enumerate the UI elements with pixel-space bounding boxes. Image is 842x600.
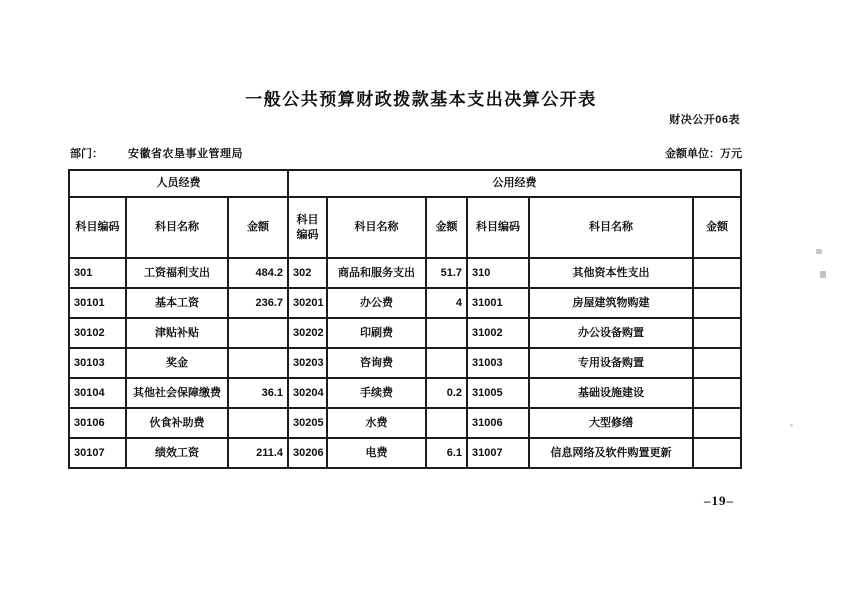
cell-name: 工资福利支出 — [126, 258, 228, 288]
page-number: –19– — [704, 493, 734, 508]
cell-amount — [693, 378, 741, 408]
department-value: 安徽省农垦事业管理局 — [128, 148, 243, 160]
table-row — [69, 408, 741, 438]
unit-label: 金额单位：万元 — [665, 148, 742, 160]
cell-code: 31005 — [467, 378, 529, 408]
department-label: 部门： — [70, 148, 103, 160]
cell-name: 手续费 — [327, 378, 426, 408]
cell-amount — [228, 408, 288, 438]
cell-amount: 484.2 — [228, 258, 288, 288]
col-header-name-1: 科目名称 — [126, 197, 228, 258]
budget-table — [68, 169, 742, 469]
cell-code: 30201 — [288, 288, 327, 318]
cell-amount — [426, 348, 467, 378]
cell-code: 30104 — [69, 378, 126, 408]
cell-name: 基本工资 — [126, 288, 228, 318]
group-header-public: 公用经费 — [288, 170, 741, 197]
cell-name: 专用设备购置 — [529, 348, 693, 378]
cell-name: 伙食补助费 — [126, 408, 228, 438]
cell-code: 31003 — [467, 348, 529, 378]
cell-name: 办公设备购置 — [529, 318, 693, 348]
cell-name: 津贴补贴 — [126, 318, 228, 348]
cell-code: 30103 — [69, 348, 126, 378]
cell-code: 310 — [467, 258, 529, 288]
cell-name: 其他社会保障缴费 — [126, 378, 228, 408]
table-row — [69, 288, 741, 318]
cell-amount: 0.2 — [426, 378, 467, 408]
cell-amount: 36.1 — [228, 378, 288, 408]
cell-amount — [228, 348, 288, 378]
cell-name: 电费 — [327, 438, 426, 468]
cell-amount — [693, 408, 741, 438]
col-header-amount-2: 金额 — [426, 197, 467, 258]
cell-code: 30102 — [69, 318, 126, 348]
table-row — [69, 318, 741, 348]
cell-code: 31006 — [467, 408, 529, 438]
scan-speck — [816, 249, 822, 254]
col-header-name-2: 科目名称 — [327, 197, 426, 258]
cell-code: 30202 — [288, 318, 327, 348]
cell-code: 30203 — [288, 348, 327, 378]
cell-code: 30205 — [288, 408, 327, 438]
cell-name: 办公费 — [327, 288, 426, 318]
cell-name: 咨询费 — [327, 348, 426, 378]
cell-amount: 236.7 — [228, 288, 288, 318]
cell-name: 信息网络及软件购置更新 — [529, 438, 693, 468]
cell-code: 30204 — [288, 378, 327, 408]
cell-name: 绩效工资 — [126, 438, 228, 468]
cell-code: 302 — [288, 258, 327, 288]
table-row — [69, 348, 741, 378]
cell-code: 30206 — [288, 438, 327, 468]
col-header-amount-1: 金额 — [228, 197, 288, 258]
cell-amount: 211.4 — [228, 438, 288, 468]
col-header-code-1: 科目编码 — [69, 197, 126, 258]
page-title: 一般公共预算财政拨款基本支出决算公开表 — [245, 90, 597, 109]
meta-line — [70, 145, 742, 161]
scan-speck — [820, 271, 826, 278]
cell-code: 30106 — [69, 408, 126, 438]
cell-name: 房屋建筑物购建 — [529, 288, 693, 318]
table-group-header-row — [69, 170, 741, 197]
group-header-personnel: 人员经费 — [69, 170, 288, 197]
cell-amount — [693, 318, 741, 348]
cell-amount — [228, 318, 288, 348]
cell-code: 301 — [69, 258, 126, 288]
table-row — [69, 378, 741, 408]
cell-amount — [693, 438, 741, 468]
cell-name: 基础设施建设 — [529, 378, 693, 408]
cell-amount — [693, 348, 741, 378]
cell-code: 31002 — [467, 318, 529, 348]
col-header-name-3: 科目名称 — [529, 197, 693, 258]
col-header-code-3: 科目编码 — [467, 197, 529, 258]
cell-name: 印刷费 — [327, 318, 426, 348]
cell-code: 30101 — [69, 288, 126, 318]
form-number: 财决公开06表 — [669, 114, 740, 126]
cell-amount — [426, 318, 467, 348]
cell-amount — [693, 288, 741, 318]
table-row — [69, 438, 741, 468]
cell-amount: 6.1 — [426, 438, 467, 468]
cell-name: 水费 — [327, 408, 426, 438]
cell-amount: 51.7 — [426, 258, 467, 288]
cell-name: 大型修缮 — [529, 408, 693, 438]
cell-code: 31007 — [467, 438, 529, 468]
cell-name: 商品和服务支出 — [327, 258, 426, 288]
cell-name: 奖金 — [126, 348, 228, 378]
cell-code: 31001 — [467, 288, 529, 318]
table-row — [69, 258, 741, 288]
cell-name: 其他资本性支出 — [529, 258, 693, 288]
cell-amount — [693, 258, 741, 288]
cell-amount: 4 — [426, 288, 467, 318]
col-header-amount-3: 金额 — [693, 197, 741, 258]
scan-speck — [790, 424, 793, 427]
col-header-code-2: 科目编码 — [288, 197, 327, 258]
table-column-header-row — [69, 197, 741, 258]
cell-code: 30107 — [69, 438, 126, 468]
cell-amount — [426, 408, 467, 438]
